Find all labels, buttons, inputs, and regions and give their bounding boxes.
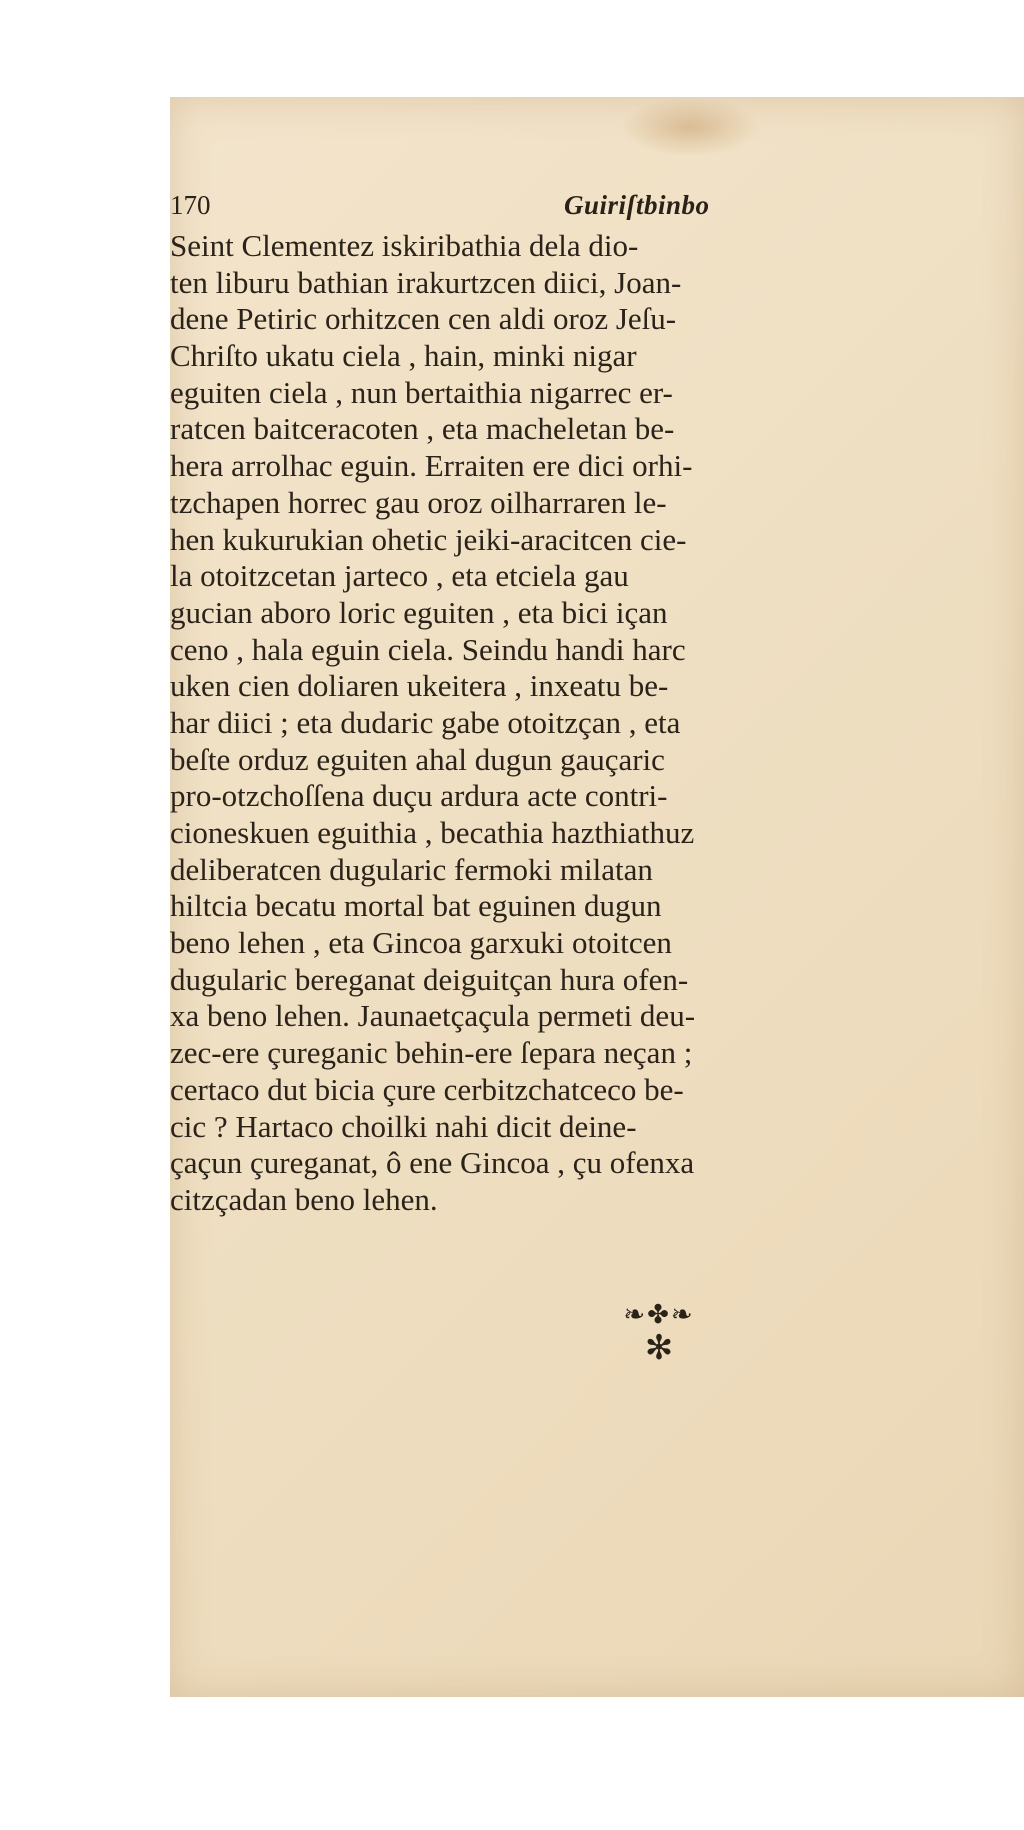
asterisk-flower-icon: ✻ xyxy=(644,1328,674,1368)
text-line: cioneskuen eguithia , becathia hazthiathuz xyxy=(170,815,695,850)
text-line: pro-otzchoſſena duçu ardura acte contri- xyxy=(170,778,668,814)
body-text xyxy=(170,228,987,1219)
text-line: beſte orduz eguiten ahal dugun gauçaric xyxy=(170,741,665,777)
text-line: certaco dut bicia çure cerbitzchatceco be- xyxy=(170,1071,684,1107)
text-line: hera arrolhac eguin. Erraiten ere dici orhi- xyxy=(170,448,693,484)
printer-ornament xyxy=(604,1300,714,1366)
text-line: xa beno lehen. Jaunaetçaçula permeti deu- xyxy=(170,998,696,1034)
text-line: eguiten ciela , nun bertaithia nigarrec er- xyxy=(170,374,673,410)
running-head xyxy=(170,190,710,220)
text-line: hen kukurukian ohetic jeiki-aracitcen cie- xyxy=(170,521,687,557)
text-line: Chriſto ukatu ciela , hain, minki nigar xyxy=(170,338,637,374)
text-line: beno lehen , eta Gincoa garxuki otoitcen xyxy=(170,925,672,961)
text-line: Seint Clementez iskiribathia dela dio- xyxy=(170,228,639,263)
text-line: hiltcia becatu mortal bat eguinen dugun xyxy=(170,888,662,924)
text-line: har diici ; eta dudaric gabe otoitzçan , eta xyxy=(170,704,681,740)
text-line: deliberatcen dugularic fermoki milatan xyxy=(170,851,653,887)
page-number: 170 xyxy=(170,190,211,220)
text-line: zec-ere çureganic behin-ere ſepara neçan ; xyxy=(170,1035,693,1071)
text-line: gucian aboro loric eguiten , eta bici içan xyxy=(170,594,668,630)
running-title: Guiriſtbinbo xyxy=(564,190,710,220)
text-line: uken cien doliaren ukeitera , inxeatu be- xyxy=(170,668,669,704)
text-line: tzchapen horrec gau oroz oilharraren le- xyxy=(170,484,667,520)
text-line: ratcen baitceracoten , eta macheletan be- xyxy=(170,411,675,447)
text-line: çaçun çureganat, ô ene Gincoa , çu ofenxa xyxy=(170,1145,695,1181)
text-line: dene Petiric orhitzcen cen aldi oroz Jeſu- xyxy=(170,301,677,337)
text-line: citzçadan beno lehen. xyxy=(170,1181,438,1217)
text-line: cic ? Hartaco choilki nahi dicit deine- xyxy=(170,1108,637,1144)
text-line: dugularic bereganat deiguitçan hura ofen- xyxy=(170,961,689,997)
text-line: la otoitzcetan jarteco , eta etciela gau xyxy=(170,558,629,594)
text-line: ten liburu bathian irakurtzcen diici, Joan- xyxy=(170,264,682,300)
fleuron-icon: ❧✤❧ xyxy=(623,1300,695,1330)
text-line: ceno , hala eguin ciela. Seindu handi harc xyxy=(170,631,686,667)
